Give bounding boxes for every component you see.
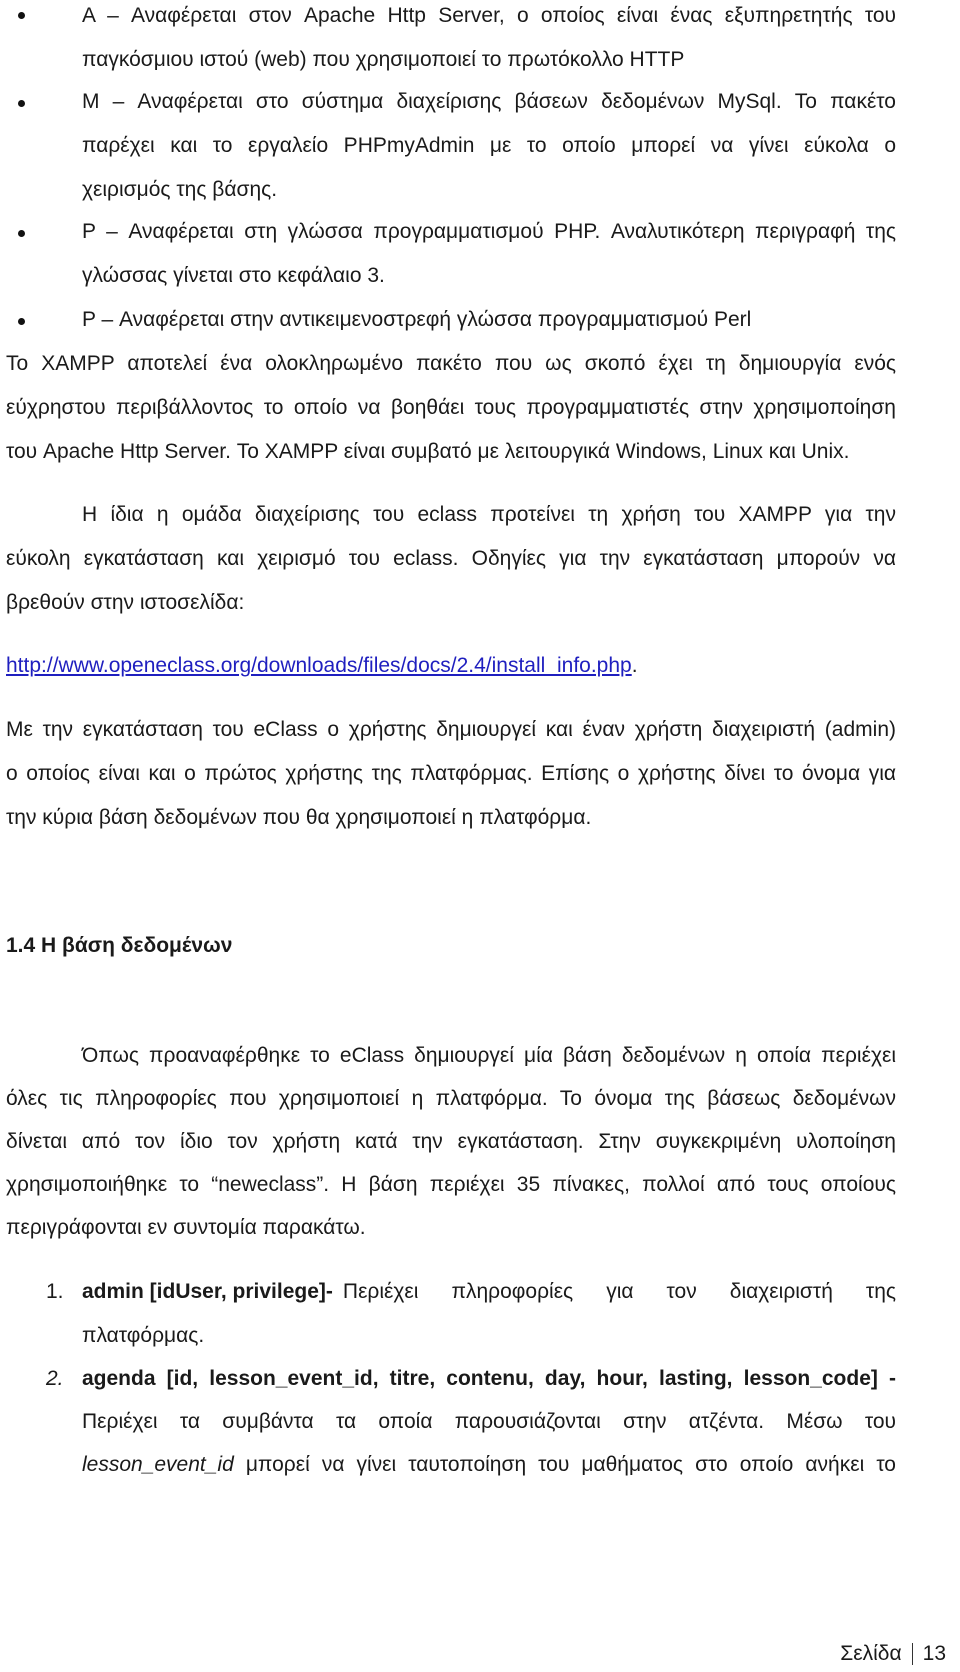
section-heading: 1.4 Η βάση δεδομένων (6, 934, 233, 957)
bullet-2-line-3: χειρισμός της βάσης. (82, 178, 278, 201)
bullet-3-line-2: γλώσσας γίνεται στο κεφάλαιο 3. (82, 264, 385, 287)
bullet-1-line-1: A – Αναφέρεται στον Apache Http Server, ο οποίος είναι ένας εξυπηρετητής του (82, 4, 896, 27)
list-item-1-line-2: πλατφόρμας. (82, 1324, 205, 1347)
paragraph-4-line-3: δίνεται από τον ίδιο τον χρήστη κατά την εγκατάσταση. Στην συγκεκριμένη υλοποίηση (6, 1130, 896, 1153)
footer-separator (912, 1643, 913, 1665)
paragraph-3-line-3: την κύρια βάση δεδομένων που θα χρησιμοποιεί η πλατφόρμα. (6, 806, 592, 829)
list-item-2-line-3 (82, 1451, 896, 1479)
bullet-3-line-1: P – Αναφέρεται στη γλώσσα προγραμματισμού PHP. Αναλυτικότερη περιγραφή της (82, 220, 896, 243)
bullet-text (82, 2, 896, 30)
paragraph-4-line-1: Όπως προαναφέρθηκε το eClass δημιουργεί μία βάση δεδομένων η οποία περιέχει (82, 1044, 896, 1067)
paragraph-2-line-3: βρεθούν στην ιστοσελίδα: (6, 591, 245, 614)
paragraph-2-line-2: εύκολη εγκατάσταση και χειρισμό του eclass. Οδηγίες για την εγκατάσταση μπορούν να (6, 547, 896, 570)
list-item-1-line-1 (82, 1278, 896, 1306)
install-link-line (6, 652, 638, 680)
list-number: 1. (46, 1280, 64, 1303)
footer-label: Σελίδα (840, 1642, 902, 1665)
paragraph-3-line-1: Με την εγκατάσταση του eClass ο χρήστης δημιουργεί και έναν χρήστη διαχειριστή (admin) (6, 718, 896, 741)
paragraph-4-line-5: περιγράφονται εν συντομία παρακάτω. (6, 1216, 366, 1239)
bullet-2-line-1: M – Αναφέρεται στο σύστημα διαχείρισης βάσεων δεδομένων MySql. Το πακέτο (82, 90, 896, 113)
page-footer (840, 1640, 946, 1668)
paragraph-4-line-4: χρησιμοποιήθηκε το “neweclass”. Η βάση περιέχει 35 πίνακες, πολλοί από τους οποίους (6, 1173, 896, 1196)
list-item-1-bold: admin [idUser, privilege]- (82, 1280, 333, 1303)
page-number: 13 (922, 1642, 946, 1665)
paragraph-1-line-2: εύχρηστου περιβάλλοντος το οποίο να βοηθάει τους προγραμματιστές στην χρησιμοποίηση (6, 396, 896, 419)
link-period: . (631, 654, 638, 677)
bullet-1-line-2: παγκόσμιου ιστού (web) που χρησιμοποιεί το πρωτόκολλο HTTP (82, 48, 685, 71)
paragraph-4-line-2: όλες τις πληροφορίες που χρησιμοποιεί η πλατφόρμα. Το όνομα της βάσεως δεδομένων (6, 1087, 896, 1110)
list-item-1-rest: Περιέχει πληροφορίες για τον διαχειριστή της (342, 1280, 896, 1303)
paragraph-2-line-1: Η ίδια η ομάδα διαχείρισης του eclass προτείνει τη χρήση του XAMPP για την (82, 503, 896, 526)
list-number: 2. (46, 1367, 64, 1390)
bullet-marker (18, 12, 25, 19)
bullet-marker (18, 230, 25, 237)
list-item-2-rest: μπορεί να γίνει ταυτοποίηση του μαθήματος στο οποίο ανήκει το (233, 1453, 896, 1476)
list-item-2-line-1: agenda [id, lesson_event_id, titre, contenu, day, hour, lasting, lesson_code] - (82, 1367, 896, 1390)
bullet-2-line-2: παρέχει και το εργαλείο PHPmyAdmin με το οποίο μπορεί να γίνει εύκολα ο (82, 134, 896, 157)
paragraph-1-line-1: Το XAMPP αποτελεί ένα ολοκληρωμένο πακέτο που ως σκοπό έχει τη δημιουργία ενός (6, 352, 896, 375)
bullet-marker (18, 318, 25, 325)
bullet-4-line-1: P – Αναφέρεται στην αντικειμενοστρεφή γλώσσα προγραμματισμού Perl (82, 308, 752, 331)
install-info-link[interactable]: http://www.openeclass.org/downloads/files/docs/2.4/install_info.php (6, 654, 632, 677)
bullet-marker (18, 100, 25, 107)
paragraph-1-line-3: του Apache Http Server. Το XAMPP είναι συμβατό με λειτουργικά Windows, Linux και Unix. (6, 440, 850, 463)
list-item-2-line-2: Περιέχει τα συμβάντα τα οποία παρουσιάζονται στην ατζέντα. Μέσω του (82, 1410, 896, 1433)
list-item-2-italic: lesson_event_id (82, 1453, 234, 1476)
paragraph-3-line-2: ο οποίος είναι και ο πρώτος χρήστης της πλατφόρμας. Επίσης ο χρήστης δίνει το όνομα για (6, 762, 896, 785)
